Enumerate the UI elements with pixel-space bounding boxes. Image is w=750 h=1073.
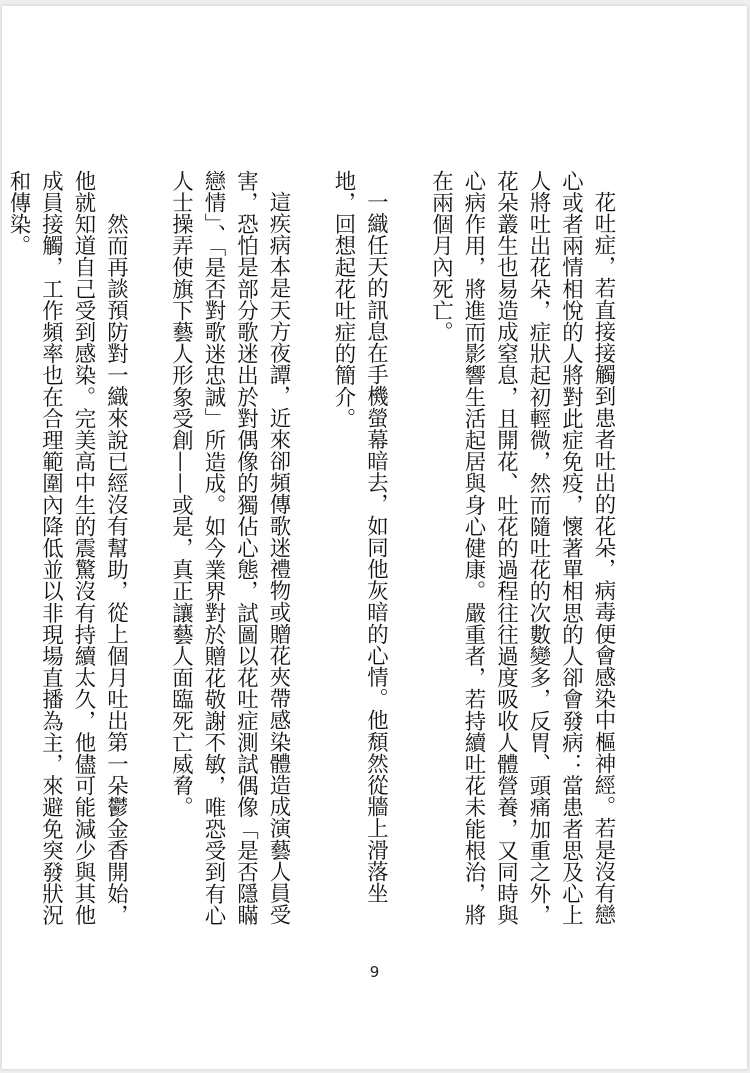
paragraph-2: 一織任天的訊息在手機螢幕暗去，如同他灰暗的心情。他頹然從牆上滑落坐地，回想起花吐症的簡介。	[331, 170, 389, 905]
page-number: 9	[369, 963, 380, 981]
paragraph-spacer	[132, 170, 165, 171]
paragraph-1: 花吐症，若直接接觸到患者吐出的花朵，病毒便會感染中樞神經。若是沒有戀心或者兩情相悅的人將對此症免疫，懷著單相思的人卻會發病：當患者思及心上人將吐出花朵，症狀起初輕微，然而隨吐花的次數變多，反胃、頭痛加重之外，花朵叢生也易造成窒息，且開花、吐花的過程往往過度吸收人體營養，又同時與心病作用，將進而影響生活起居與身心健康。嚴重者，若持續吐花未能根治，將在兩個月內死亡。	[428, 170, 616, 926]
vertical-text-body	[2, 170, 620, 930]
paragraph-4: 然而再談預防對一織來說已經沒有幫助，從上個月吐出第一朵鬱金香開始，他就知道自己受到感染。完美高中生的震驚沒有持續太久，他儘可能減少與其他成員接觸，工作頻率也在合理範圍內降低並以非現場直播為主，來避免突發狀況和傳染。	[6, 170, 129, 926]
paragraph-spacer	[294, 170, 327, 171]
paragraph-3: 這疾病本是天方夜譚，近來卻頻傳歌迷禮物或贈花夾帶感染體造成演藝人員受害，恐怕是部分歌迷出於對偶像的獨佔心態，試圖以花吐症測試偶像「是否隱瞞戀情」、「是否對歌迷忠誠」所造成。如今業界對於贈花敬謝不敏，唯恐受到有心人士操弄使旗下藝人形象受創——或是，真正讓藝人面臨死亡威脅。	[168, 170, 291, 927]
document-page	[2, 6, 747, 1069]
paragraph-spacer	[392, 170, 425, 171]
